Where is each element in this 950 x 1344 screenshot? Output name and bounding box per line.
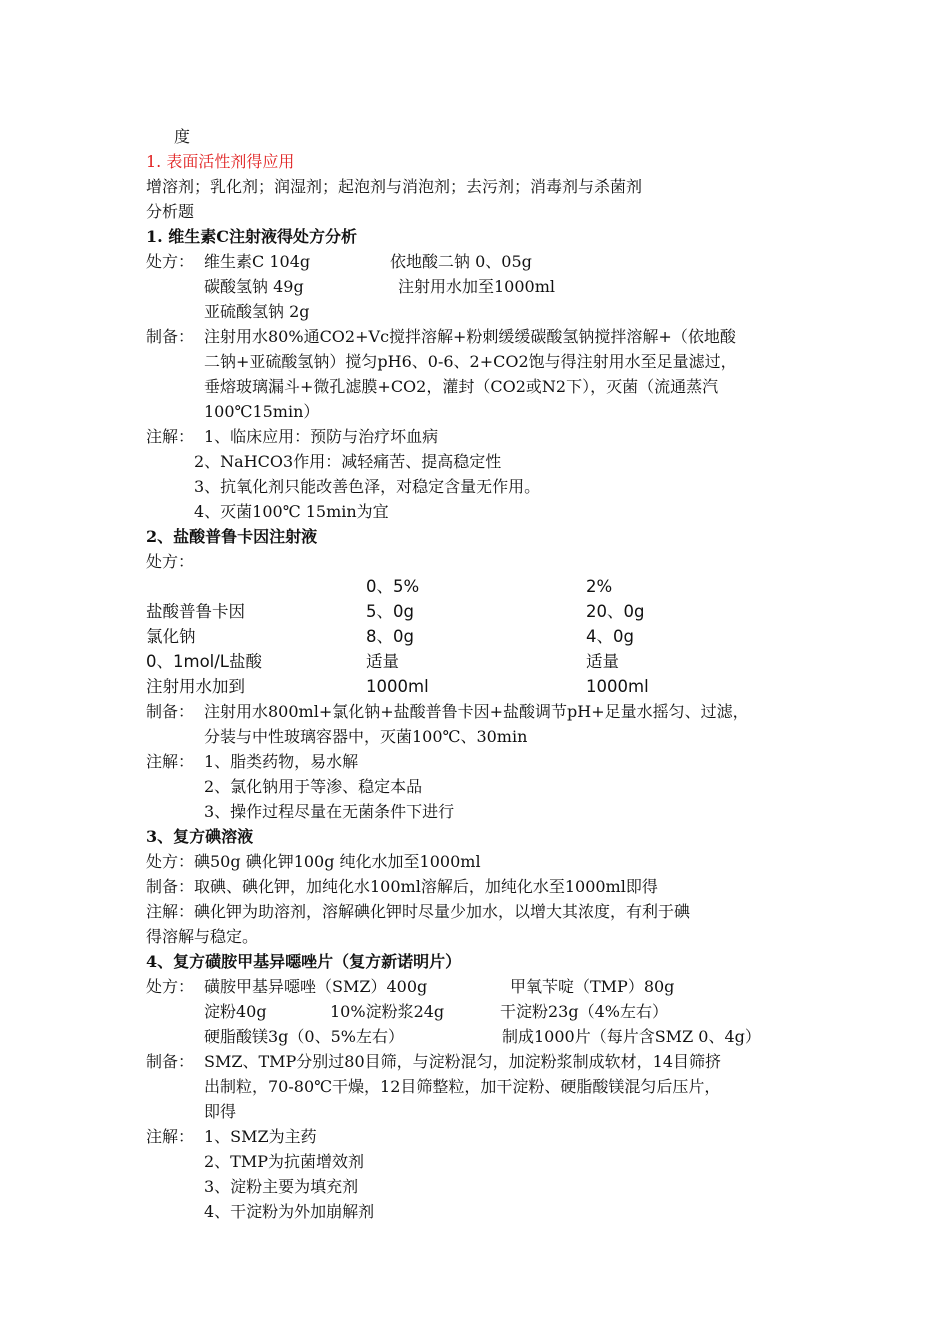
procaine-injection-title: 2、盐酸普鲁卡因注射液	[146, 527, 318, 546]
note-line: 2、NaHCO3作用：减轻痛苦、提高稳定性	[194, 452, 502, 471]
smz-tablet-title: 4、复方磺胺甲基异噁唑片（复方新诺明片）	[146, 952, 462, 971]
table-row: 注射用水加到 1000ml 1000ml	[146, 677, 649, 696]
rx-item: 维生素C 104g	[204, 252, 311, 271]
notes-label: 注解：	[146, 752, 195, 771]
iodine-preparation: 制备：取碘、碘化钾，加纯化水100ml溶解后，加纯化水至1000ml即得	[146, 877, 658, 896]
prescription-label: 处方：	[146, 252, 195, 271]
prep-line: 注射用水80%通CO2+Vc搅拌溶解+粉刺缓缓碳酸氢钠搅拌溶解+（依地酸	[204, 327, 736, 346]
vc-prescription	[146, 249, 836, 324]
iodine-solution-title: 3、复方碘溶液	[146, 827, 254, 846]
note-line: 1、SMZ为主药	[204, 1127, 317, 1146]
rx-item: 碳酸氢钠 49g	[204, 277, 304, 296]
iodine-note: 注解：碘化钾为助溶剂，溶解碘化钾时尽量少加水，以增大其浓度，有利于碘	[146, 902, 691, 921]
prep-line: 二钠+亚硫酸氢钠）搅匀pH6、0-6、2+CO2饱与得注射用水至足量滤过，	[204, 352, 737, 371]
vc-injection-title: 1. 维生素C注射液得处方分析	[146, 227, 358, 246]
smz-preparation	[146, 1049, 836, 1124]
smz-notes	[146, 1124, 836, 1149]
note-line: 3、操作过程尽量在无菌条件下进行	[204, 802, 455, 821]
rx-item: 干淀粉23g（4%左右）	[500, 1002, 668, 1021]
prep-line: 分装与中性玻璃容器中，灭菌100℃、30min	[204, 727, 528, 746]
fragment-text: 度	[174, 127, 191, 146]
table-row: 0、1mol/L盐酸 适量 适量	[146, 652, 619, 671]
iodine-note: 得溶解与稳定。	[146, 927, 259, 946]
prep-line: 垂熔玻璃漏斗+微孔滤膜+CO2，灌封（CO2或N2下），灭菌（流通蒸汽	[204, 377, 719, 396]
note-line: 3、抗氧化剂只能改善色泽，对稳定含量无作用。	[194, 477, 541, 496]
vc-notes	[146, 424, 836, 449]
rx-item: 依地酸二钠 0、05g	[390, 252, 532, 271]
notes-label: 注解：	[146, 1127, 195, 1146]
rx-item: 亚硫酸氢钠 2g	[204, 302, 310, 321]
notes-label: 注解：	[146, 427, 195, 446]
rx-item: 注射用水加至1000ml	[398, 277, 556, 296]
rx-item: 10%淀粉浆24g	[330, 1002, 445, 1021]
rx-item: 制成1000片（每片含SMZ 0、4g）	[502, 1027, 761, 1046]
analysis-heading: 分析题	[146, 202, 195, 221]
note-line: 2、氯化钠用于等渗、稳定本品	[204, 777, 423, 796]
rx-item: 淀粉40g	[204, 1002, 267, 1021]
prescription-label: 处方：	[146, 552, 195, 571]
document-page	[146, 124, 836, 1224]
rx-item: 磺胺甲基异噁唑（SMZ）400g	[204, 977, 428, 996]
note-line: 3、淀粉主要为填充剂	[204, 1177, 359, 1196]
vc-preparation	[146, 324, 836, 424]
prep-line: 即得	[204, 1102, 237, 1121]
note-line: 1、临床应用：预防与治疗坏血病	[204, 427, 439, 446]
prep-line: 注射用水800ml+氯化钠+盐酸普鲁卡因+盐酸调节pH+足量水摇匀、过滤，	[204, 702, 749, 721]
preparation-label: 制备：	[146, 702, 195, 721]
table-row: 0、5% 2%	[366, 577, 613, 596]
note-line: 1、脂类药物，易水解	[204, 752, 359, 771]
note-line: 2、TMP为抗菌增效剂	[204, 1152, 365, 1171]
rx-item: 硬脂酸镁3g（0、5%左右）	[204, 1027, 404, 1046]
table-row: 氯化钠 8、0g 4、0g	[146, 627, 634, 646]
procaine-notes	[146, 749, 836, 824]
note-line: 4、灭菌100℃ 15min为宜	[194, 502, 389, 521]
prep-line: 出制粒，70-80℃干燥，12目筛整粒，加干淀粉、硬脂酸镁混匀后压片，	[204, 1077, 721, 1096]
section-heading: 1. 表面活性剂得应用	[146, 152, 295, 171]
surfactant-uses: 增溶剂；乳化剂；润湿剂；起泡剂与消泡剂；去污剂；消毒剂与杀菌剂	[146, 177, 643, 196]
prescription-label: 处方：	[146, 977, 195, 996]
table-row: 盐酸普鲁卡因 5、0g 20、0g	[146, 602, 645, 621]
procaine-preparation	[146, 699, 836, 749]
iodine-prescription: 处方：碘50g 碘化钾100g 纯化水加至1000ml	[146, 852, 481, 871]
procaine-table	[146, 574, 836, 699]
prep-line: SMZ、TMP分别过80目筛，与淀粉混匀，加淀粉浆制成软材，14目筛挤	[204, 1052, 722, 1071]
note-line: 4、干淀粉为外加崩解剂	[204, 1202, 375, 1221]
smz-prescription	[146, 974, 836, 1049]
preparation-label: 制备：	[146, 327, 195, 346]
rx-item: 甲氧苄啶（TMP）80g	[510, 977, 675, 996]
prep-line: 100℃15min）	[204, 402, 320, 421]
preparation-label: 制备：	[146, 1052, 195, 1071]
